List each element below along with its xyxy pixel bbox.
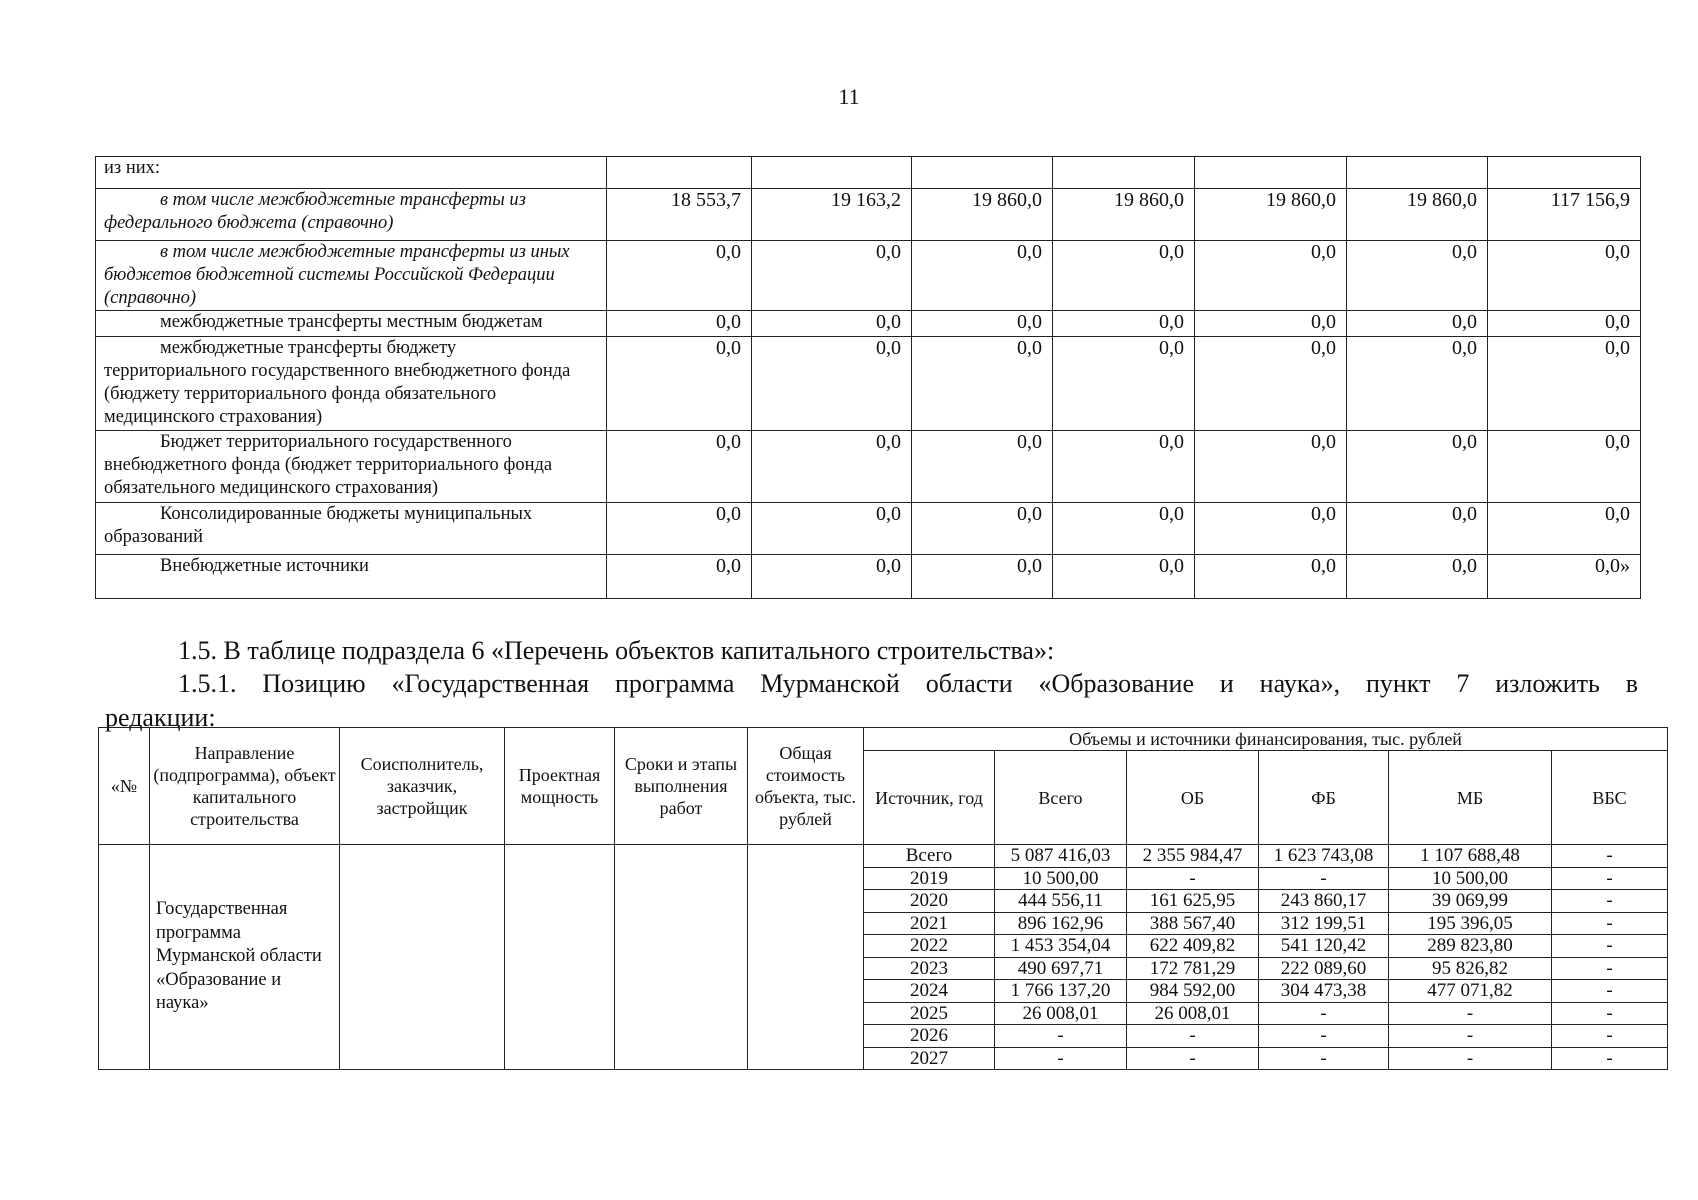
header-source-year: Источник, год — [864, 751, 995, 845]
funding-cell-year: 2021 — [864, 912, 995, 935]
budget-cell: 19 860,0 — [912, 189, 1053, 241]
budget-cell: 117 156,9 — [1488, 189, 1641, 241]
budget-cell: 0,0 — [607, 503, 752, 555]
header-num: «№ — [99, 728, 150, 845]
funding-cell-vbs: - — [1552, 845, 1668, 868]
budget-cell: 0,0 — [912, 503, 1053, 555]
budget-cell: 18 553,7 — [607, 189, 752, 241]
funding-cell-mb: 289 823,80 — [1389, 935, 1552, 958]
funding-cell-ob: - — [1127, 867, 1259, 890]
funding-cell-year: 2026 — [864, 1025, 995, 1048]
paragraph-1-5-1-continuation: редакции: — [105, 703, 216, 732]
program-name: Государственная программа Мурманской области «Образование и наука» — [150, 845, 340, 1070]
funding-row — [99, 845, 1668, 868]
budget-cell: 0,0 — [1053, 241, 1195, 311]
budget-cell: 0,0 — [1195, 431, 1347, 503]
budget-cell: 0,0 — [1195, 241, 1347, 311]
funding-cell-ob: 622 409,82 — [1127, 935, 1259, 958]
header-fb: ФБ — [1259, 751, 1389, 845]
budget-row-label — [96, 189, 607, 241]
funding-cell-all: 26 008,01 — [995, 1002, 1127, 1025]
budget-cell: 0,0 — [1488, 311, 1641, 337]
budget-cell: 0,0 — [912, 337, 1053, 431]
budget-row-label — [96, 311, 607, 337]
capacity-cell — [505, 845, 615, 1070]
funding-cell-vbs: - — [1552, 1002, 1668, 1025]
funding-cell-mb: 477 071,82 — [1389, 980, 1552, 1003]
budget-cell: 19 860,0 — [1347, 189, 1488, 241]
header-total-cost: Общая стоимость объекта, тыс. рублей — [748, 728, 864, 845]
construction-objects-table — [98, 727, 1668, 1070]
budget-row-label-text: в том числе межбюджетные трансферты из иных бюджетов бюджетной системы Российской Федерации (справочно) — [104, 242, 570, 308]
budget-row-label — [96, 555, 607, 599]
funding-cell-year: 2027 — [864, 1047, 995, 1070]
budget-cell: 0,0 — [1488, 503, 1641, 555]
funding-cell-all: 5 087 416,03 — [995, 845, 1127, 868]
funding-cell-mb: - — [1389, 1025, 1552, 1048]
funding-cell-all: 1 453 354,04 — [995, 935, 1127, 958]
funding-cell-fb: 222 089,60 — [1259, 957, 1389, 980]
budget-cell — [1053, 157, 1195, 189]
budget-row-label-text: Бюджет территориального государственного внебюджетного фонда (бюджет территориального фонда обязательного медицинского страхования) — [104, 432, 553, 498]
funding-cell-vbs: - — [1552, 867, 1668, 890]
funding-cell-vbs: - — [1552, 1025, 1668, 1048]
budget-cell: 19 163,2 — [752, 189, 912, 241]
budget-row-label-text: из них: — [104, 158, 161, 178]
budget-cell — [752, 157, 912, 189]
funding-cell-all: 490 697,71 — [995, 957, 1127, 980]
funding-cell-ob: 172 781,29 — [1127, 957, 1259, 980]
total-cost-cell — [748, 845, 864, 1070]
budget-row-label-text: межбюджетные трансферты бюджету территориального государственного внебюджетного фонда (бюджету территориального фонда обязательного медицинского страхования) — [104, 338, 571, 427]
funding-cell-year: 2019 — [864, 867, 995, 890]
funding-cell-mb: 1 107 688,48 — [1389, 845, 1552, 868]
budget-row — [96, 241, 1641, 311]
executor-cell — [340, 845, 505, 1070]
funding-cell-year: 2022 — [864, 935, 995, 958]
budget-row — [96, 431, 1641, 503]
budget-cell: 0,0 — [1347, 503, 1488, 555]
funding-cell-year: 2020 — [864, 890, 995, 913]
budget-cell: 19 860,0 — [1195, 189, 1347, 241]
budget-cell — [607, 157, 752, 189]
funding-cell-all: - — [995, 1047, 1127, 1070]
funding-cell-all: 444 556,11 — [995, 890, 1127, 913]
terms-cell — [615, 845, 748, 1070]
budget-row-label — [96, 241, 607, 311]
budget-cell: 0,0 — [607, 431, 752, 503]
funding-cell-ob: 2 355 984,47 — [1127, 845, 1259, 868]
funding-cell-ob: 984 592,00 — [1127, 980, 1259, 1003]
budget-row-label-text: межбюджетные трансферты местным бюджетам — [160, 312, 543, 332]
budget-cell: 0,0 — [1488, 241, 1641, 311]
budget-cell: 0,0 — [607, 241, 752, 311]
budget-cell — [1488, 157, 1641, 189]
budget-cell: 0,0 — [1053, 337, 1195, 431]
funding-cell-vbs: - — [1552, 890, 1668, 913]
funding-cell-fb: 541 120,42 — [1259, 935, 1389, 958]
budget-row — [96, 189, 1641, 241]
header-executor: Соисполнитель, заказчик, застройщик — [340, 728, 505, 845]
funding-cell-all: - — [995, 1025, 1127, 1048]
funding-cell-ob: - — [1127, 1047, 1259, 1070]
funding-cell-vbs: - — [1552, 912, 1668, 935]
budget-cell: 0,0 — [752, 241, 912, 311]
funding-cell-year: 2023 — [864, 957, 995, 980]
funding-cell-fb: 312 199,51 — [1259, 912, 1389, 935]
funding-cell-fb: 243 860,17 — [1259, 890, 1389, 913]
budget-cell: 0,0 — [912, 311, 1053, 337]
budget-cell: 19 860,0 — [1053, 189, 1195, 241]
budget-row-label — [96, 337, 607, 431]
header-mb: МБ — [1389, 751, 1552, 845]
num-cell — [99, 845, 150, 1070]
budget-cell: 0,0 — [1347, 311, 1488, 337]
budget-cell — [912, 157, 1053, 189]
funding-cell-ob: - — [1127, 1025, 1259, 1048]
funding-cell-fb: 304 473,38 — [1259, 980, 1389, 1003]
budget-row-label-text: Консолидированные бюджеты муниципальных образований — [104, 504, 533, 547]
budget-cell: 0,0 — [752, 555, 912, 599]
paragraph-1-5: 1.5. В таблице подраздела 6 «Перечень объектов капитального строительства»: — [178, 636, 1055, 665]
funding-cell-all: 10 500,00 — [995, 867, 1127, 890]
budget-row — [96, 337, 1641, 431]
funding-cell-mb: 95 826,82 — [1389, 957, 1552, 980]
funding-cell-mb: 39 069,99 — [1389, 890, 1552, 913]
budget-cell: 0,0 — [912, 431, 1053, 503]
budget-cell — [1195, 157, 1347, 189]
header-vbs: ВБС — [1552, 751, 1668, 845]
budget-cell: 0,0 — [912, 555, 1053, 599]
funding-cell-all: 1 766 137,20 — [995, 980, 1127, 1003]
budget-row-label — [96, 157, 607, 189]
budget-cell: 0,0 — [1053, 311, 1195, 337]
budget-cell: 0,0 — [752, 431, 912, 503]
budget-row-label-text: в том числе межбюджетные трансферты из федерального бюджета (справочно) — [104, 190, 526, 233]
budget-cell: 0,0 — [1195, 555, 1347, 599]
paragraph-1-5-1: 1.5.1. Позицию «Государственная программа Мурманской области «Образование и наука», пункт 7 изложить в — [178, 669, 1638, 698]
budget-cell: 0,0 — [607, 555, 752, 599]
funding-cell-all: 896 162,96 — [995, 912, 1127, 935]
budget-row-label — [96, 431, 607, 503]
budget-row — [96, 555, 1641, 599]
funding-cell-vbs: - — [1552, 980, 1668, 1003]
budget-cell — [1347, 157, 1488, 189]
funding-cell-mb: - — [1389, 1047, 1552, 1070]
budget-row — [96, 157, 1641, 189]
budget-cell: 0,0 — [1053, 431, 1195, 503]
funding-cell-ob: 388 567,40 — [1127, 912, 1259, 935]
budget-cell: 0,0 — [1347, 337, 1488, 431]
budget-cell: 0,0» — [1488, 555, 1641, 599]
funding-cell-fb: - — [1259, 1002, 1389, 1025]
funding-cell-year: 2025 — [864, 1002, 995, 1025]
funding-cell-fb: - — [1259, 1025, 1389, 1048]
budget-cell: 0,0 — [752, 503, 912, 555]
funding-cell-vbs: - — [1552, 1047, 1668, 1070]
funding-cell-fb: - — [1259, 867, 1389, 890]
funding-cell-fb: 1 623 743,08 — [1259, 845, 1389, 868]
budget-cell: 0,0 — [752, 337, 912, 431]
budget-cell: 0,0 — [607, 311, 752, 337]
budget-cell: 0,0 — [1347, 555, 1488, 599]
budget-row-label-text: Внебюджетные источники — [160, 556, 369, 576]
header-capacity: Проектная мощность — [505, 728, 615, 845]
budget-row — [96, 311, 1641, 337]
budget-row-label — [96, 503, 607, 555]
budget-cell: 0,0 — [1488, 431, 1641, 503]
budget-cell: 0,0 — [1053, 503, 1195, 555]
page-number: 11 — [838, 84, 860, 109]
budget-cell: 0,0 — [1347, 241, 1488, 311]
header-terms: Сроки и этапы выполнения работ — [615, 728, 748, 845]
header-all: Всего — [995, 751, 1127, 845]
budget-row — [96, 503, 1641, 555]
budget-cell: 0,0 — [1053, 555, 1195, 599]
budget-cell: 0,0 — [1195, 503, 1347, 555]
budget-cell: 0,0 — [1195, 311, 1347, 337]
funding-cell-year: Всего — [864, 845, 995, 868]
funding-cell-year: 2024 — [864, 980, 995, 1003]
budget-cell: 0,0 — [1488, 337, 1641, 431]
funding-cell-mb: - — [1389, 1002, 1552, 1025]
budget-cell: 0,0 — [912, 241, 1053, 311]
header-funding-group: Объемы и источники финансирования, тыс. рублей — [864, 728, 1668, 751]
funding-cell-mb: 10 500,00 — [1389, 867, 1552, 890]
budget-cell: 0,0 — [1195, 337, 1347, 431]
funding-cell-vbs: - — [1552, 935, 1668, 958]
budget-cell: 0,0 — [752, 311, 912, 337]
funding-cell-ob: 161 625,95 — [1127, 890, 1259, 913]
header-ob: ОБ — [1127, 751, 1259, 845]
budget-cell: 0,0 — [607, 337, 752, 431]
funding-cell-fb: - — [1259, 1047, 1389, 1070]
funding-cell-vbs: - — [1552, 957, 1668, 980]
funding-cell-mb: 195 396,05 — [1389, 912, 1552, 935]
budget-table — [95, 156, 1641, 599]
funding-cell-ob: 26 008,01 — [1127, 1002, 1259, 1025]
budget-cell: 0,0 — [1347, 431, 1488, 503]
header-direction: Направление (подпрограмма), объект капитального строительства — [150, 728, 340, 845]
